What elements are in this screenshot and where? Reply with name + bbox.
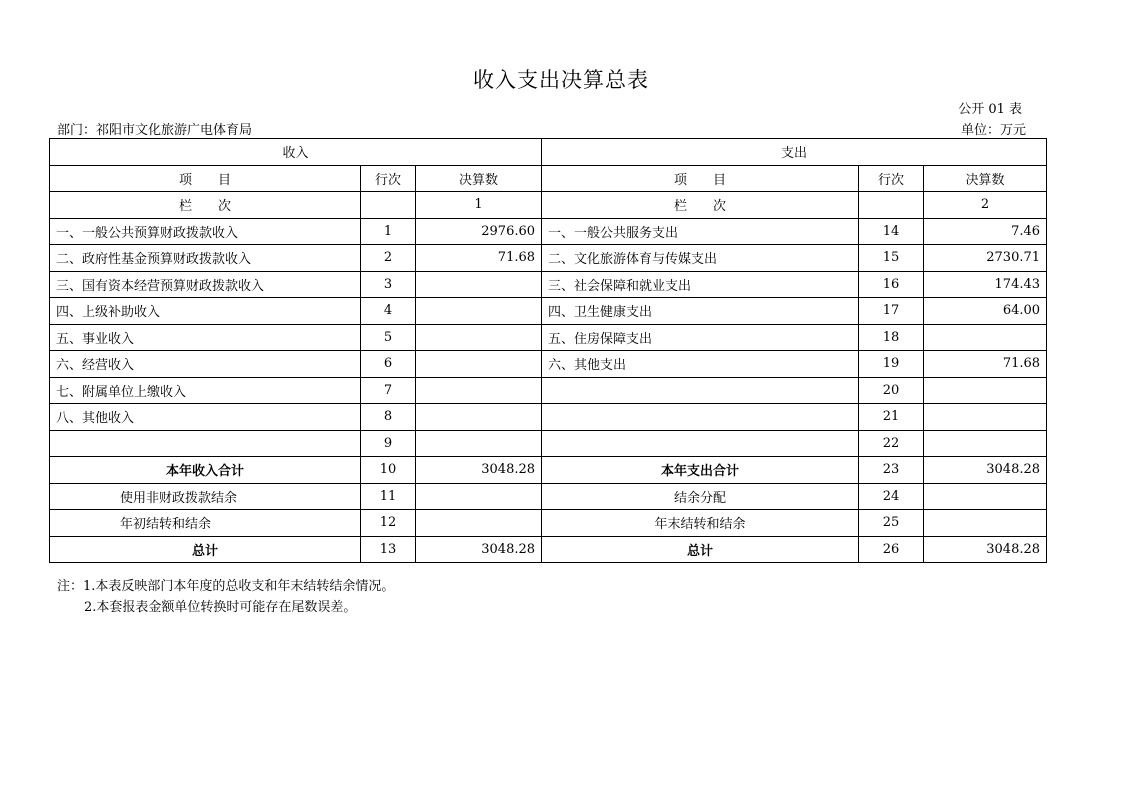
table-row: [50, 404, 1047, 431]
table-row: [50, 271, 1047, 298]
expense-amount: 71.68: [924, 351, 1047, 378]
expense-row-no: 19: [859, 351, 924, 378]
table-row: [50, 377, 1047, 404]
income-amount: [416, 271, 542, 298]
notes: [57, 576, 394, 618]
income-rowno-header: 行次: [361, 165, 416, 192]
year-total-row: [50, 457, 1047, 484]
expense-row-no: 14: [859, 218, 924, 245]
form-number: 公开 01 表: [958, 102, 1022, 117]
surplus-distribution-no: 24: [859, 483, 924, 510]
expense-item: 六、其他支出: [542, 351, 859, 378]
income-amount: [416, 298, 542, 325]
expense-rowno-header: 行次: [859, 165, 924, 192]
expense-row-no: 20: [859, 377, 924, 404]
income-item: 七、附属单位上缴收入: [50, 377, 361, 404]
income-row-no: 2: [361, 245, 416, 272]
expense-item-header: 项 目: [542, 165, 859, 192]
grand-total-row: [50, 536, 1047, 563]
carryover-row: [50, 510, 1047, 537]
expense-item: [542, 377, 859, 404]
expense-amount: 2730.71: [924, 245, 1047, 272]
year-expense-total-amount: 3048.28: [924, 457, 1047, 484]
expense-amount: [924, 430, 1047, 457]
expense-item: 五、住房保障支出: [542, 324, 859, 351]
expense-row-no: 21: [859, 404, 924, 431]
income-row-no: 4: [361, 298, 416, 325]
expense-row-no: 22: [859, 430, 924, 457]
income-amount: [416, 430, 542, 457]
income-row-no: 9: [361, 430, 416, 457]
column-index-row: [50, 192, 1047, 219]
end-carryover-label: 年末结转和结余: [542, 510, 859, 537]
budget-summary-table: [49, 138, 1047, 563]
income-item: 四、上级补助收入: [50, 298, 361, 325]
income-amount: [416, 351, 542, 378]
income-amount: [416, 404, 542, 431]
income-row-no: 6: [361, 351, 416, 378]
expense-amount: [924, 324, 1047, 351]
nonfiscal-surplus-no: 11: [361, 483, 416, 510]
table-row: [50, 430, 1047, 457]
column-header-row: [50, 165, 1047, 192]
expense-amount: [924, 377, 1047, 404]
expense-column-index: 2: [924, 192, 1047, 219]
begin-carryover-no: 12: [361, 510, 416, 537]
year-income-total-amount: 3048.28: [416, 457, 542, 484]
unit-label: 单位：万元: [960, 123, 1026, 138]
expense-item: 三、社会保障和就业支出: [542, 271, 859, 298]
income-column-index: 1: [416, 192, 542, 219]
section-header-row: [50, 139, 1047, 166]
income-item-header: 项 目: [50, 165, 361, 192]
grand-income-total-label: 总计: [50, 536, 361, 563]
grand-income-total-amount: 3048.28: [416, 536, 542, 563]
expense-amount: 7.46: [924, 218, 1047, 245]
expense-item: 一、一般公共服务支出: [542, 218, 859, 245]
grand-expense-total-label: 总计: [542, 536, 859, 563]
year-expense-total-label: 本年支出合计: [542, 457, 859, 484]
income-section-header: 收入: [50, 139, 542, 166]
income-item: 二、政府性基金预算财政拨款收入: [50, 245, 361, 272]
expense-row-no: 17: [859, 298, 924, 325]
income-amount: 2976.60: [416, 218, 542, 245]
expense-item: 四、卫生健康支出: [542, 298, 859, 325]
table-row: [50, 298, 1047, 325]
income-item: 三、国有资本经营预算财政拨款收入: [50, 271, 361, 298]
income-row-no: 7: [361, 377, 416, 404]
nonfiscal-surplus-amount: [416, 483, 542, 510]
income-row-no: 5: [361, 324, 416, 351]
expense-item: 二、文化旅游体育与传媒支出: [542, 245, 859, 272]
table-row: [50, 245, 1047, 272]
income-item: 五、事业收入: [50, 324, 361, 351]
empty-cell: [859, 192, 924, 219]
end-carryover-amount: [924, 510, 1047, 537]
income-item: 六、经营收入: [50, 351, 361, 378]
year-income-total-label: 本年收入合计: [50, 457, 361, 484]
table-row: [50, 324, 1047, 351]
table-row: [50, 218, 1047, 245]
expense-item: [542, 430, 859, 457]
department-label: 部门：祁阳市文化旅游广电体育局: [57, 123, 253, 138]
income-row-no: 1: [361, 218, 416, 245]
year-expense-total-no: 23: [859, 457, 924, 484]
expense-section-header: 支出: [542, 139, 1047, 166]
page-title: 收入支出决算总表: [473, 68, 649, 92]
income-amount: [416, 377, 542, 404]
income-row-no: 3: [361, 271, 416, 298]
income-item: 八、其他收入: [50, 404, 361, 431]
income-amount: 71.68: [416, 245, 542, 272]
income-amount: [416, 324, 542, 351]
end-carryover-no: 25: [859, 510, 924, 537]
table-row: [50, 351, 1047, 378]
nonfiscal-row: [50, 483, 1047, 510]
income-row-no: 8: [361, 404, 416, 431]
year-income-total-no: 10: [361, 457, 416, 484]
nonfiscal-surplus-label: 使用非财政拨款结余: [50, 483, 361, 510]
expense-amount: 174.43: [924, 271, 1047, 298]
income-item: [50, 430, 361, 457]
grand-expense-total-amount: 3048.28: [924, 536, 1047, 563]
surplus-distribution-amount: [924, 483, 1047, 510]
surplus-distribution-label: 结余分配: [542, 483, 859, 510]
expense-amount: 64.00: [924, 298, 1047, 325]
note-line-1: 注：1.本表反映部门本年度的总收支和年末结转结余情况。: [57, 579, 395, 594]
expense-row-no: 15: [859, 245, 924, 272]
begin-carryover-label: 年初结转和结余: [50, 510, 361, 537]
expense-amount: [924, 404, 1047, 431]
expense-item: [542, 404, 859, 431]
expense-amount-header: 决算数: [924, 165, 1047, 192]
grand-expense-total-no: 26: [859, 536, 924, 563]
empty-cell: [361, 192, 416, 219]
expense-row-no: 16: [859, 271, 924, 298]
expense-row-no: 18: [859, 324, 924, 351]
income-column-label: 栏 次: [50, 192, 361, 219]
expense-column-label: 栏 次: [542, 192, 859, 219]
begin-carryover-amount: [416, 510, 542, 537]
income-amount-header: 决算数: [416, 165, 542, 192]
note-line-2: 2.本套报表金额单位转换时可能存在尾数误差。: [84, 600, 357, 615]
income-item: 一、一般公共预算财政拨款收入: [50, 218, 361, 245]
grand-income-total-no: 13: [361, 536, 416, 563]
